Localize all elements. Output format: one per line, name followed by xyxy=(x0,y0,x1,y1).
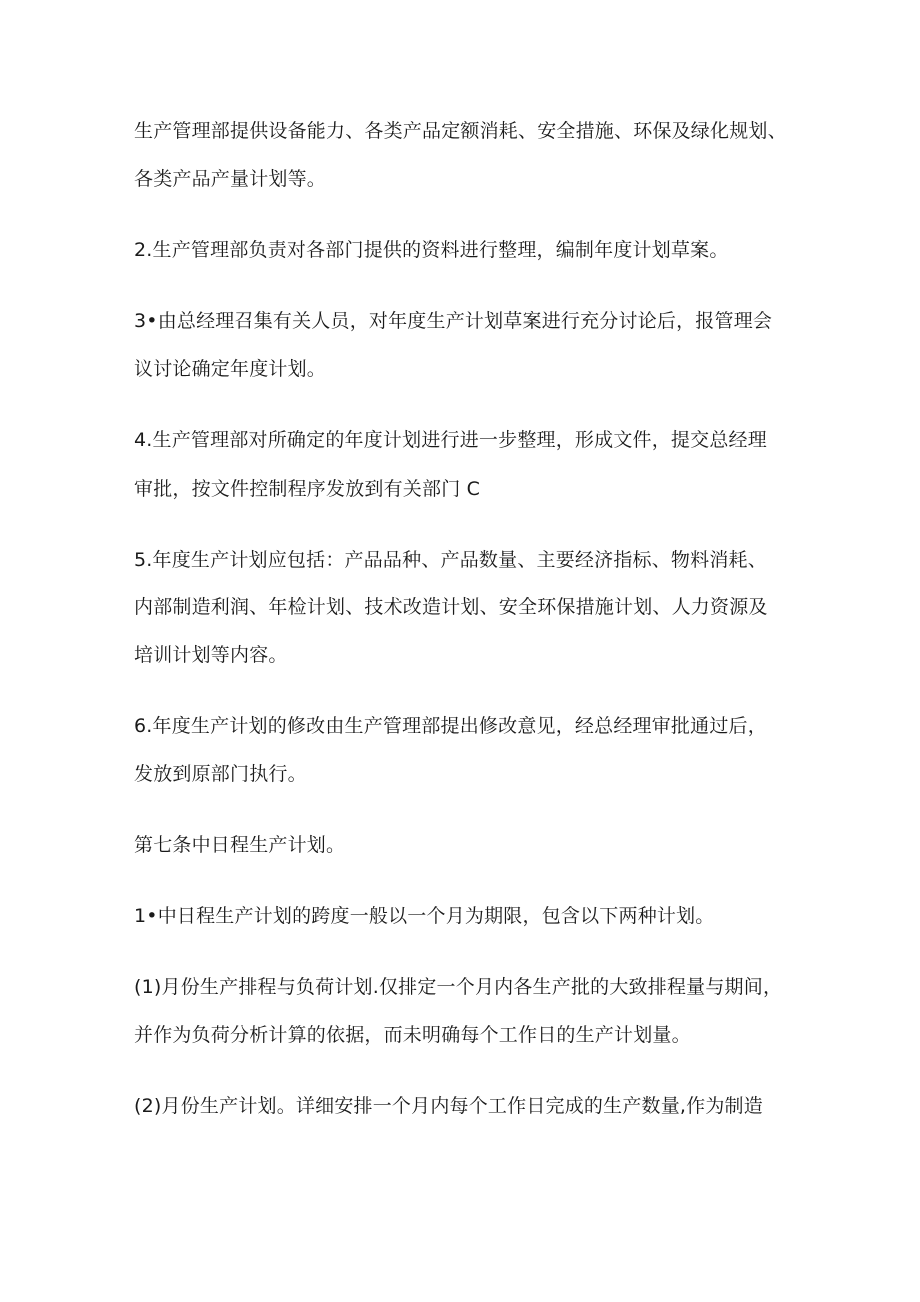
text-line: 培训计划等内容。 xyxy=(134,644,288,666)
text-line: 内部制造利润、年检计划、技术改造计划、安全环保措施计划、人力资源及 xyxy=(134,596,768,618)
section-heading: 第七条中日程生产计划。 xyxy=(134,834,346,856)
text-line: 各类产品产量计划等。 xyxy=(134,168,327,190)
text-line: 3•由总经理召集有关人员，对年度生产计划草案进行充分讨论后，报管理会 xyxy=(134,310,773,332)
text-line: 并作为负荷分析计算的依据，而未明确每个工作日的生产计划量。 xyxy=(134,1024,691,1046)
text-line: 议讨论确定年度计划。 xyxy=(134,358,327,380)
text-line: 5.年度生产计划应包括：产品品种、产品数量、主要经济指标、物料消耗、 xyxy=(134,549,767,571)
text-line: 4.生产管理部对所确定的年度计划进行进一步整理，形成文件，提交总经理 xyxy=(134,429,767,451)
text-line: (1)月份生产排程与负荷计划.仅排定一个月内各生产批的大致排程量与期间， xyxy=(134,976,783,998)
text-line: 1•中日程生产计划的跨度一般以一个月为期限，包含以下两种计划。 xyxy=(134,905,715,927)
text-line: 审批，按文件控制程序发放到有关部门 C xyxy=(134,478,481,500)
text-line: 2.生产管理部负责对各部门提供的资料进行整理，编制年度计划草案。 xyxy=(134,239,729,261)
text-line: 生产管理部提供设备能力、各类产品定额消耗、安全措施、环保及绿化规划、 xyxy=(134,120,787,142)
text-line: 发放到原部门执行。 xyxy=(134,763,307,785)
text-line: (2)月份生产计划。详细安排一个月内每个工作日完成的生产数量,作为制造 xyxy=(134,1095,763,1117)
text-line: 6.年度生产计划的修改由生产管理部提出修改意见，经总经理审批通过后， xyxy=(134,715,767,737)
